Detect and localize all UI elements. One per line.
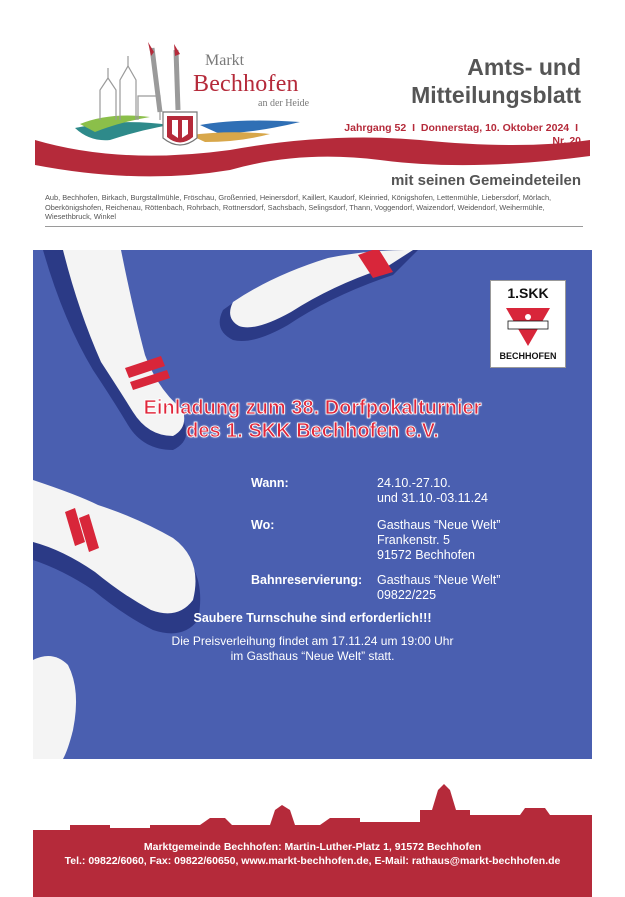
header-divider <box>45 226 583 227</box>
invitation-heading-line1: Einladung zum 38. Dorfpokalturnier <box>143 397 482 419</box>
logo-prefix: Markt <box>205 52 245 69</box>
footer-skyline <box>0 770 625 897</box>
invitation-heading-line2: des 1. SKK Bechhofen e.V. <box>186 420 439 442</box>
where-value-line: Gasthaus “Neue Welt” <box>377 518 501 532</box>
bowling-pin-icon <box>220 250 418 341</box>
issue-number: Nr. 20 <box>552 135 581 147</box>
bowling-pin-icon <box>33 656 76 759</box>
masthead-title-line1: Amts- und <box>467 54 581 80</box>
event-poster <box>33 250 592 759</box>
award-note <box>33 634 592 664</box>
booking-value-line: 09822/225 <box>377 588 437 602</box>
districts-list: Aub, Bechhofen, Birkach, Burgstallmühle, Fröschau, Großenried, Heinersdorf, Kaillert, Kaudorf, Kleinried, Königshofen, Lettenmühle, Liebersdorf, Mörlach, Oberkönigshofen, Reichenau, Röttenbach, Rohrbach, Rottnersdorf, Sachsbach, Selingsdorf, Thann, Voggendorf, Waizendorf, Weidendorf, Weihermühle, Wiesethbruck, Winkel <box>45 193 552 222</box>
issue-date: Donnerstag, 10. Oktober 2024 <box>420 122 570 134</box>
logo-town-name: Bechhofen <box>193 71 299 97</box>
logo-suffix: an der Heide <box>258 98 310 109</box>
footer-address: Marktgemeinde Bechhofen: Martin-Luther-Platz 1, 91572 Bechhofen <box>143 841 482 853</box>
award-note-line: im Gasthaus “Neue Welt” statt. <box>230 649 395 663</box>
club-logo <box>490 280 566 368</box>
when-value-line: und 31.10.-03.11.24 <box>377 491 488 505</box>
coat-of-arms-icon <box>163 112 197 145</box>
when-label: Wann: <box>251 476 289 490</box>
separator: I <box>575 122 578 134</box>
issue-volume: Jahrgang 52 <box>344 122 407 134</box>
when-value <box>377 476 488 506</box>
issue-info <box>330 122 581 148</box>
where-label: Wo: <box>251 518 275 532</box>
where-value-line: Frankenstr. 5 <box>377 533 450 547</box>
booking-value-line: Gasthaus “Neue Welt” <box>377 573 501 587</box>
when-value-line: 24.10.-27.10. <box>377 476 451 490</box>
club-emblem-icon <box>503 305 553 349</box>
where-value-line: 91572 Bechhofen <box>377 548 476 562</box>
separator: I <box>412 122 415 134</box>
award-note-line: Die Preisverleihung findet am 17.11.24 um 19:00 Uhr <box>171 634 454 648</box>
club-logo-top-text: 1.SKK <box>507 285 549 301</box>
church-illustration <box>100 56 160 120</box>
booking-label: Bahnreservierung: <box>251 573 363 587</box>
shoes-note: Saubere Turnschuhe sind erforderlich!!! <box>193 611 432 625</box>
booking-value <box>377 573 500 603</box>
masthead-title-line2: Mitteilungsblatt <box>411 82 581 108</box>
club-logo-bottom-text: BECHHOFEN <box>499 351 557 361</box>
masthead-subtitle: mit seinen Gemeindeteilen <box>390 172 581 189</box>
footer-contact: Tel.: 09822/6060, Fax: 09822/60650, www.markt-bechhofen.de, E-Mail: rathaus@markt-bechhofen.de <box>64 855 561 867</box>
where-value <box>377 518 500 563</box>
paintbrush-icon <box>148 42 180 112</box>
